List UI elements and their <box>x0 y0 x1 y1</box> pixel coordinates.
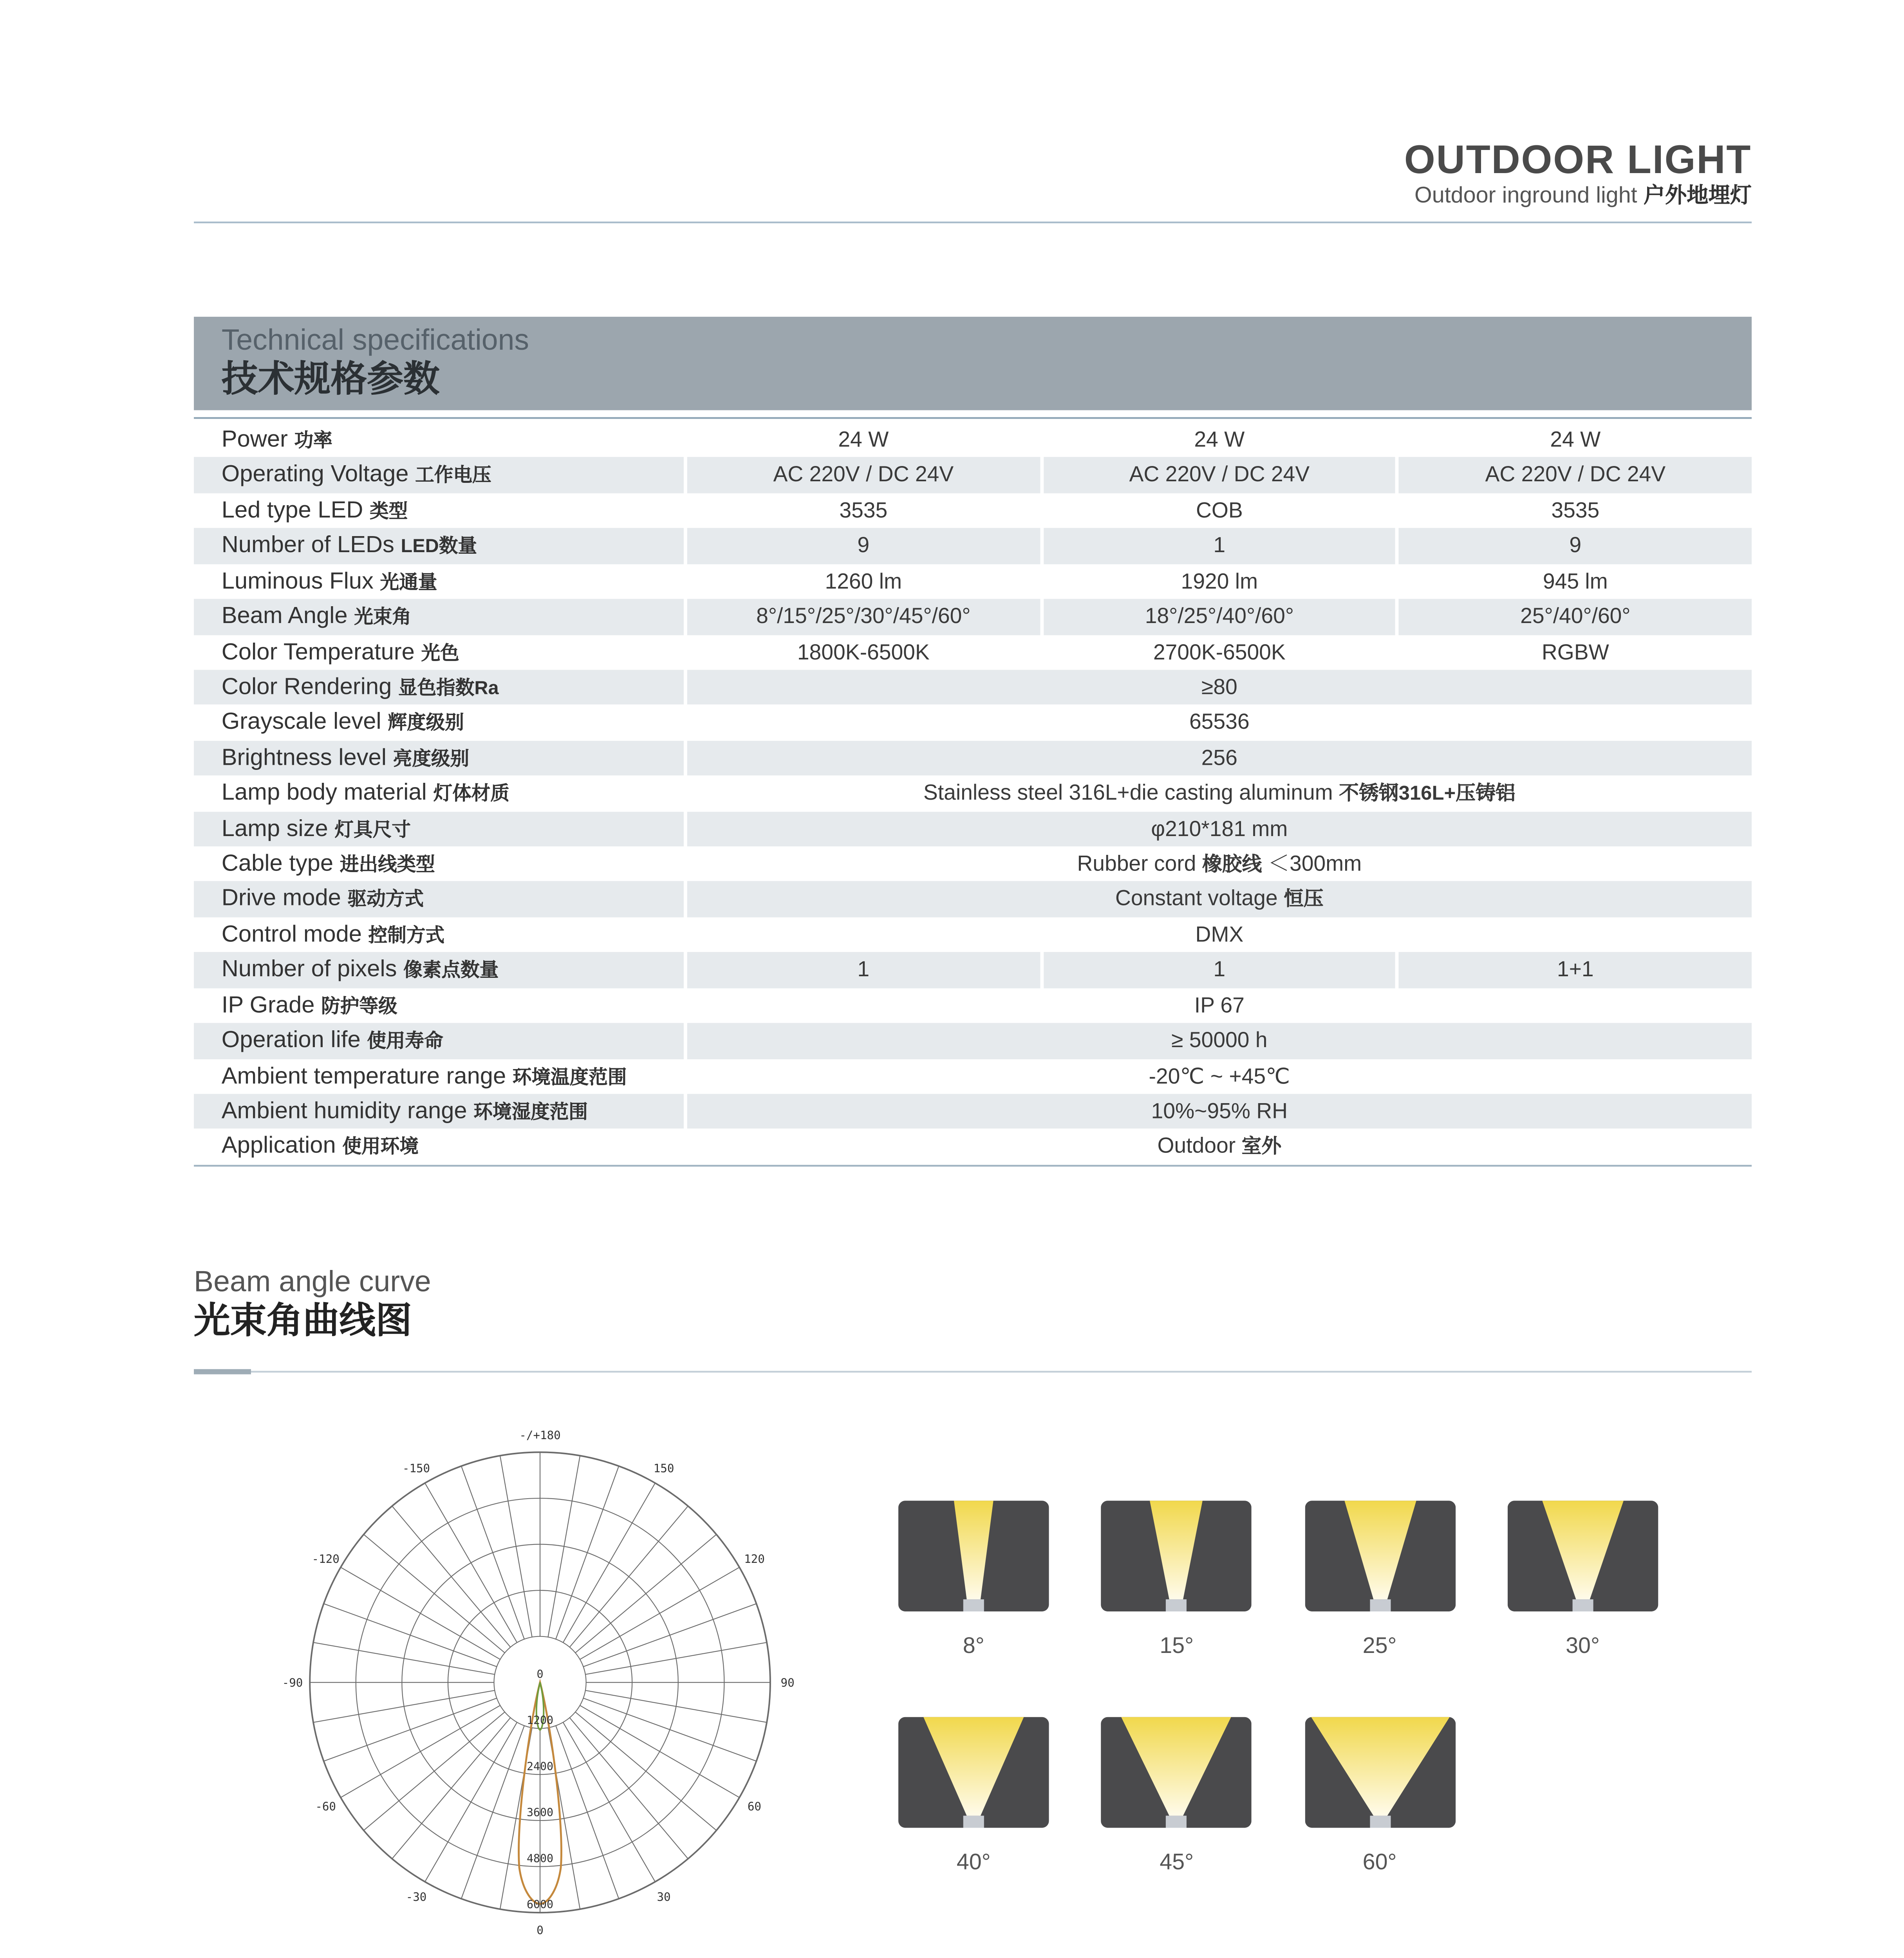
spec-row <box>194 847 1752 882</box>
spec-row <box>194 952 1752 988</box>
fixture-icon <box>1572 1599 1593 1611</box>
polar-spoke <box>548 1456 580 1637</box>
spec-label: Power <box>221 426 288 452</box>
spec-label-cn: 亮度级别 <box>393 749 470 770</box>
spec-row <box>194 1058 1752 1094</box>
spec-label-cn: 控制方式 <box>368 926 445 947</box>
spec-label-cell <box>194 493 684 528</box>
spec-value: -20℃ ~ +45℃ <box>1149 1064 1290 1088</box>
polar-angle-label: -90 <box>282 1676 303 1689</box>
polar-spoke <box>575 1534 716 1653</box>
beam-tile-label: 15° <box>1160 1632 1194 1658</box>
spec-value: IP 67 <box>1194 993 1245 1017</box>
polar-spoke <box>461 1726 524 1899</box>
spec-value-cell <box>687 847 1752 882</box>
spec-row <box>194 882 1752 917</box>
spec-value: 256 <box>1201 746 1237 770</box>
polar-spoke <box>341 1567 500 1659</box>
beam-tile <box>1304 1717 1455 1934</box>
spec-row <box>194 1129 1752 1165</box>
beam-tile <box>898 1717 1049 1934</box>
spec-value: ≥80 <box>1201 675 1237 699</box>
spec-label: Control mode <box>221 921 362 947</box>
spec-label-cn: 显色指数Ra <box>398 678 499 699</box>
polar-spoke <box>392 1718 510 1859</box>
spec-row <box>194 670 1752 705</box>
spec-title-band <box>194 317 1752 410</box>
spec-label-cell <box>194 811 684 846</box>
spec-row <box>194 811 1752 846</box>
polar-spoke <box>556 1466 619 1639</box>
spec-value-cn: 橡胶线 <box>1202 855 1262 876</box>
header-subtitle <box>1404 182 1752 210</box>
polar-spoke <box>461 1466 524 1639</box>
spec-title-en: Technical specifications <box>221 323 529 357</box>
spec-label-cell <box>194 776 684 811</box>
beam-tile-label: 30° <box>1566 1632 1600 1658</box>
polar-angle-label: 90 <box>780 1676 795 1689</box>
spec-label: IP Grade <box>221 991 315 1017</box>
polar-spoke <box>585 1691 767 1723</box>
spec-value-cell: 2700K-6500K <box>1153 639 1286 664</box>
polar-spoke <box>556 1726 619 1899</box>
beam-angle-tiles <box>898 1501 1660 1933</box>
spec-label-cn: 光色 <box>421 643 459 664</box>
spec-label-cn: 光束角 <box>354 607 412 629</box>
spec-value: Outdoor <box>1157 1134 1236 1159</box>
spec-row <box>194 988 1752 1023</box>
spec-value: 65536 <box>1189 710 1250 735</box>
polar-spoke <box>364 1534 505 1653</box>
polar-spoke <box>570 1718 688 1859</box>
beam-tile <box>1304 1501 1455 1717</box>
spec-row <box>194 1023 1752 1058</box>
spec-value-cell <box>687 776 1752 811</box>
spec-label-cn: 辉度级别 <box>388 713 464 735</box>
spec-value-cell: 25°/40°/60° <box>1399 599 1752 634</box>
spec-value-cell: 1800K-6500K <box>797 639 930 664</box>
fixture-icon <box>963 1599 984 1611</box>
spec-label-cn: 像素点数量 <box>403 961 499 982</box>
beam-angle-polar-diagram <box>272 1414 808 1951</box>
spec-value-cell: 945 lm <box>1543 569 1608 593</box>
fixture-icon <box>1166 1816 1187 1828</box>
spec-value-cell <box>687 1094 1752 1129</box>
polar-spoke <box>583 1604 757 1667</box>
spec-value: ≥ 50000 h <box>1171 1028 1268 1053</box>
spec-label-cn: 灯具尺寸 <box>334 820 411 841</box>
spec-value-cell: 3535 <box>1551 498 1600 523</box>
polar-spoke <box>585 1642 767 1674</box>
spec-value-cell: AC 220V / DC 24V <box>1399 458 1752 493</box>
spec-value-cell: 8°/15°/25°/30°/45°/60° <box>687 599 1040 634</box>
spec-label-cn: LED数量 <box>401 537 477 558</box>
spec-value-cell: 3535 <box>839 498 888 523</box>
fixture-icon <box>963 1816 984 1828</box>
spec-label-cn: 驱动方式 <box>347 890 424 912</box>
spec-row <box>194 528 1752 564</box>
beam-title-en: Beam angle curve <box>194 1265 431 1298</box>
spec-label-cn: 工作电压 <box>415 466 491 487</box>
spec-value-cn: 不锈钢316L+压铸铝 <box>1339 784 1516 806</box>
polar-radial-label: 2400 <box>527 1760 554 1773</box>
spec-label-cn: 光通量 <box>380 572 437 593</box>
spec-label-cell <box>194 1058 684 1094</box>
spec-value: DMX <box>1195 922 1244 947</box>
header-subtitle-en: Outdoor inground light <box>1414 182 1637 208</box>
spec-label-cn: 使用寿命 <box>367 1032 443 1053</box>
polar-spoke <box>570 1506 688 1647</box>
spec-label-cn: 灯体材质 <box>433 784 509 806</box>
spec-label: Beam Angle <box>221 602 348 629</box>
polar-radial-label: 4800 <box>527 1852 554 1865</box>
polar-radial-label: 3600 <box>527 1806 554 1819</box>
spec-label-cell <box>194 458 684 493</box>
spec-value-suffix: ＜300mm <box>1268 851 1362 876</box>
polar-spoke <box>580 1705 739 1797</box>
spec-label-cell <box>194 670 684 705</box>
beam-tile-graphic <box>898 1501 1049 1611</box>
spec-value: 10%~95% RH <box>1151 1099 1288 1124</box>
spec-label: Ambient temperature range <box>221 1062 506 1088</box>
spec-label-cell <box>194 599 684 634</box>
polar-spoke <box>575 1712 716 1830</box>
polar-spoke <box>563 1722 655 1882</box>
beam-tile <box>1507 1501 1658 1717</box>
spec-value-cell: AC 220V / DC 24V <box>687 458 1040 493</box>
beam-tile-label: 60° <box>1362 1848 1397 1875</box>
beam-section-divider <box>194 1371 1752 1373</box>
polar-spoke <box>324 1604 497 1667</box>
fixture-icon <box>1166 1599 1187 1611</box>
spec-label-cn: 防护等级 <box>321 996 397 1017</box>
spec-value-cell: 1260 lm <box>825 569 902 593</box>
spec-value-cell: 1 <box>1043 528 1396 564</box>
beam-title-cn: 光束角曲线图 <box>194 1301 412 1342</box>
fixture-icon <box>1369 1599 1390 1611</box>
spec-value-cell: 1 <box>1043 952 1396 988</box>
spec-label: Cable type <box>221 850 334 876</box>
polar-angle-label: -150 <box>402 1461 430 1475</box>
spec-label-cell <box>194 988 684 1023</box>
spec-value-cell: 1+1 <box>1399 952 1752 988</box>
spec-row <box>194 634 1752 670</box>
polar-spoke <box>583 1698 757 1761</box>
spec-label-cell <box>194 634 684 670</box>
spec-value-cell <box>687 1129 1752 1165</box>
spec-label: Operation life <box>221 1026 361 1053</box>
spec-label-cell <box>194 847 684 882</box>
polar-angle-label: 150 <box>653 1461 674 1475</box>
spec-label: Application <box>221 1133 336 1159</box>
polar-spoke <box>425 1483 517 1642</box>
fixture-icon <box>1369 1816 1390 1828</box>
polar-angle-label: -/+180 <box>519 1428 561 1442</box>
spec-value-cn: 恒压 <box>1283 890 1324 912</box>
spec-label: Number of pixels <box>221 956 397 982</box>
polar-angle-label: -60 <box>315 1799 336 1813</box>
spec-label: Drive mode <box>221 885 341 912</box>
spec-value-cell <box>687 1023 1752 1058</box>
spec-row <box>194 917 1752 952</box>
spec-label-cn: 类型 <box>370 502 408 523</box>
spec-value-cell <box>687 705 1752 741</box>
beam-tile-graphic <box>1101 1501 1252 1611</box>
spec-value-cn: 室外 <box>1241 1138 1282 1159</box>
spec-table <box>194 422 1752 1165</box>
spec-value-cell: 1 <box>687 952 1040 988</box>
spec-value-cell: 24 W <box>1194 427 1245 452</box>
spec-value-cell: 9 <box>687 528 1040 564</box>
spec-label-cell <box>194 1129 684 1165</box>
spec-label: Color Rendering <box>221 673 392 699</box>
beam-tile-label: 45° <box>1160 1848 1194 1875</box>
polar-spoke <box>313 1642 495 1674</box>
header-title: OUTDOOR LIGHT <box>1404 137 1752 182</box>
polar-angle-label: 30 <box>657 1890 671 1904</box>
beam-tile-label: 8° <box>963 1632 985 1658</box>
beam-tile-graphic <box>898 1717 1049 1828</box>
spec-value-cell <box>687 670 1752 705</box>
spec-value-cell: 24 W <box>838 427 889 452</box>
spec-value-cell <box>687 882 1752 917</box>
spec-row <box>194 1094 1752 1129</box>
spec-label: Color Temperature <box>221 638 415 664</box>
polar-spoke <box>341 1705 500 1797</box>
beam-tile <box>1101 1717 1252 1934</box>
spec-value: φ210*181 mm <box>1151 816 1288 841</box>
spec-label-cell <box>194 564 684 599</box>
spec-title-cn: 技术规格参数 <box>221 360 440 400</box>
polar-angle-label: -120 <box>312 1552 340 1566</box>
spec-value-cell <box>687 811 1752 846</box>
header-subtitle-cn: 户外地埋灯 <box>1643 183 1752 208</box>
spec-label: Number of LEDs <box>221 532 394 558</box>
spec-value-cell: 24 W <box>1550 427 1601 452</box>
spec-table-top-line <box>194 417 1752 419</box>
polar-spoke <box>392 1506 510 1647</box>
spec-label: Grayscale level <box>221 708 381 735</box>
beam-tile <box>898 1501 1049 1717</box>
spec-label-cn: 使用环境 <box>342 1138 419 1159</box>
polar-radial-label: 0 <box>537 1668 544 1681</box>
polar-spoke <box>580 1567 739 1659</box>
spec-label: Brightness level <box>221 744 387 770</box>
spec-value-cell: RGBW <box>1541 639 1609 664</box>
beam-tile-graphic <box>1101 1717 1252 1828</box>
spec-label-cell <box>194 741 684 776</box>
spec-row <box>194 493 1752 528</box>
polar-spoke <box>425 1722 517 1882</box>
spec-label: Luminous Flux <box>221 567 374 593</box>
spec-label-cell <box>194 422 684 457</box>
spec-label-cn: 功率 <box>294 431 332 452</box>
polar-spoke <box>313 1691 495 1723</box>
polar-spoke <box>500 1456 532 1637</box>
spec-value: Constant voltage <box>1115 887 1278 912</box>
spec-label-cell <box>194 917 684 952</box>
beam-tile-label: 40° <box>956 1848 991 1875</box>
beam-tile-graphic <box>1304 1717 1455 1828</box>
polar-spoke <box>324 1698 497 1761</box>
spec-value-cell: 18°/25°/40°/60° <box>1043 599 1396 634</box>
beam-section-title <box>194 1265 431 1345</box>
spec-label-cell <box>194 1023 684 1058</box>
spec-label-cell <box>194 528 684 564</box>
spec-label-cn: 环境温度范围 <box>512 1067 627 1088</box>
spec-label-cn: 进出线类型 <box>340 855 435 876</box>
spec-value-cell: COB <box>1196 498 1243 523</box>
beam-section-accent <box>194 1369 251 1374</box>
spec-label: Ambient humidity range <box>221 1097 467 1124</box>
spec-row <box>194 705 1752 741</box>
page-header <box>1404 137 1752 210</box>
spec-row <box>194 599 1752 634</box>
spec-label: Led type LED <box>221 496 363 523</box>
spec-value-cell <box>687 741 1752 776</box>
spec-table-bottom-line <box>194 1165 1752 1167</box>
spec-value: Rubber cord <box>1077 851 1196 876</box>
spec-label-cn: 环境湿度范围 <box>473 1102 588 1124</box>
spec-label-cell <box>194 1094 684 1129</box>
spec-row <box>194 458 1752 493</box>
spec-label: Operating Voltage <box>221 461 409 487</box>
beam-tile-label: 25° <box>1362 1632 1397 1658</box>
spec-value-cell: AC 220V / DC 24V <box>1043 458 1396 493</box>
spec-row <box>194 422 1752 457</box>
spec-value: Stainless steel 316L+die casting aluminum <box>923 781 1333 806</box>
beam-tile-graphic <box>1507 1501 1658 1611</box>
spec-label-cell <box>194 882 684 917</box>
spec-value-cell: 1920 lm <box>1181 569 1258 593</box>
polar-angle-label: 60 <box>747 1799 761 1813</box>
polar-radial-label: 1200 <box>527 1714 554 1727</box>
polar-spoke <box>364 1712 505 1830</box>
polar-angle-label: 0 <box>537 1923 544 1937</box>
polar-radial-label: 6000 <box>527 1898 554 1911</box>
spec-label: Lamp size <box>221 815 328 841</box>
polar-angle-label: 120 <box>744 1552 765 1566</box>
spec-label: Lamp body material <box>221 779 427 806</box>
spec-value-cell: 9 <box>1399 528 1752 564</box>
spec-row <box>194 564 1752 599</box>
spec-value-cell <box>687 917 1752 952</box>
header-divider <box>194 222 1752 223</box>
spec-value-cell <box>687 1058 1752 1094</box>
spec-row <box>194 776 1752 811</box>
spec-row <box>194 741 1752 776</box>
spec-label-cell <box>194 705 684 741</box>
beam-tile <box>1101 1501 1252 1717</box>
beam-tile-graphic <box>1304 1501 1455 1611</box>
polar-spoke <box>563 1483 655 1642</box>
spec-value-cell <box>687 988 1752 1023</box>
spec-label-cell <box>194 952 684 988</box>
polar-angle-label: -30 <box>406 1890 427 1904</box>
